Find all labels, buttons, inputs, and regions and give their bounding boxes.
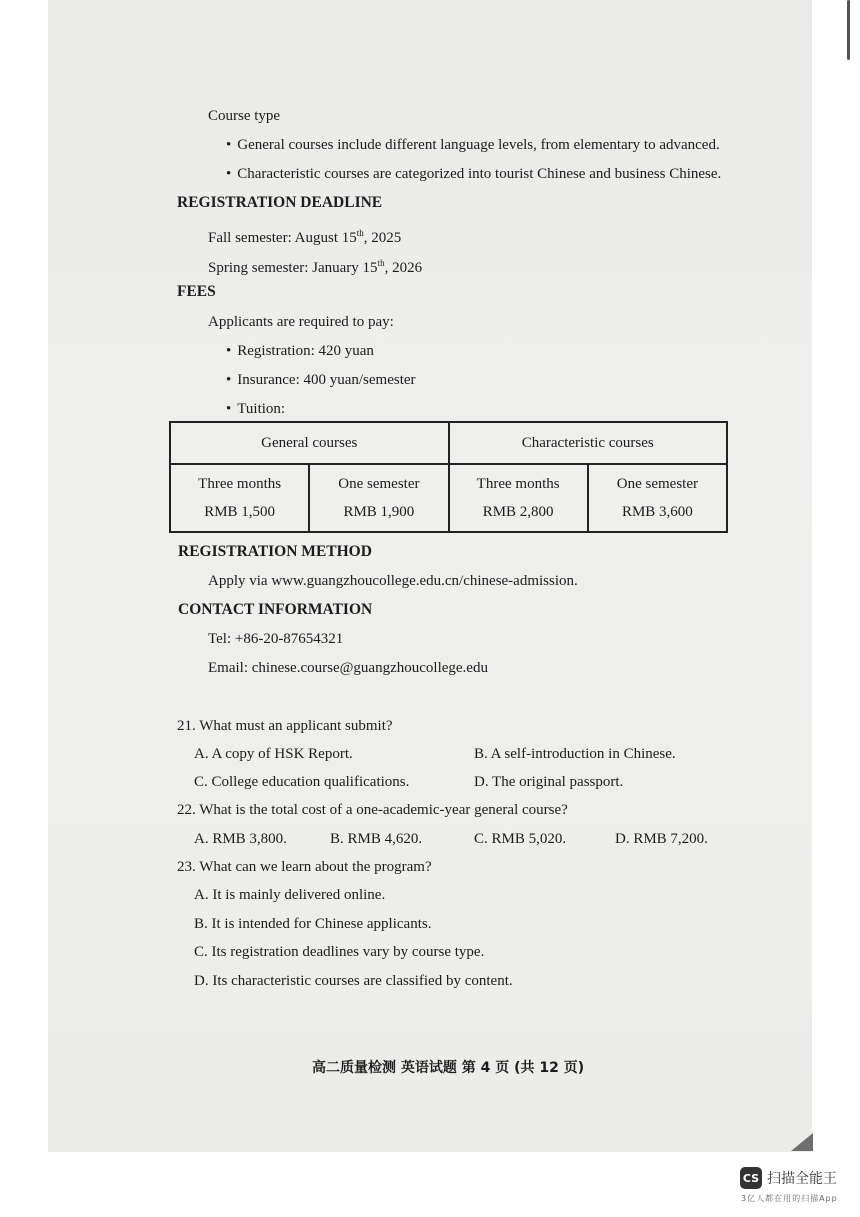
scanner-logo [740,1167,837,1189]
question-21-option-c: C. College education qualifications. [194,774,410,790]
scanner-app-name: 扫描全能王 [767,1171,837,1187]
question-23-stem: 23. What can we learn about the program? [177,859,432,875]
question-22-stem: 22. What is the total cost of a one-academic-year general course? [177,802,568,818]
price-value: RMB 3,600 [621,504,693,520]
method-text: Apply via www.guangzhoucollege.edu.cn/chinese-admission. [208,573,578,589]
fall-deadline: Fall semester: August 15th, 2025 [208,228,402,246]
question-22-option-a: A. RMB 3,800. [194,831,287,847]
question-22-option-b: B. RMB 4,620. [330,831,423,847]
characteristic-courses-header: Characteristic courses [449,422,728,464]
table-cell [449,464,588,532]
scanner-tagline: 3亿人都在用的扫描App [741,1194,838,1203]
fees-intro: Applicants are required to pay: [208,314,394,330]
course-type-bullet-2: • Characteristic courses are categorized into tourist Chinese and business Chinese. [226,165,721,183]
method-heading: REGISTRATION METHOD [178,543,372,560]
page-footer: 高二质量检测 英语试题 第 4 页 (共 12 页) [312,1060,585,1076]
question-23-option-a: A. It is mainly delivered online. [194,887,386,903]
question-21-stem: 21. What must an applicant submit? [177,718,393,734]
table-cell [588,464,727,532]
deadline-heading: REGISTRATION DEADLINE [177,194,383,211]
question-23-option-d: D. Its characteristic courses are classified by content. [194,973,513,989]
general-courses-header: General courses [170,422,449,464]
tuition-table [169,421,728,533]
question-23-option-b: B. It is intended for Chinese applicants. [194,916,432,932]
contact-tel: Tel: +86-20-87654321 [208,631,344,647]
price-value: RMB 1,500 [204,504,276,520]
table-cell [170,464,309,532]
period-label: One semester [338,476,420,492]
course-type-bullet-1: • General courses include different language levels, from elementary to advanced. [226,136,720,154]
question-21-option-d: D. The original passport. [474,774,624,790]
period-label: Three months [476,476,560,492]
question-23-option-c: C. Its registration deadlines vary by course type. [194,944,485,960]
fee-registration: • Registration: 420 yuan [226,342,374,360]
question-21-option-a: A. A copy of HSK Report. [194,746,353,762]
fee-tuition: • Tuition: [226,400,285,418]
question-22-option-c: C. RMB 5,020. [474,831,567,847]
cs-logo-icon: CS [740,1167,762,1189]
price-value: RMB 1,900 [343,504,415,520]
contact-heading: CONTACT INFORMATION [178,601,373,618]
page-curl-shadow [791,1133,813,1151]
course-type-heading: Course type [208,108,281,124]
fee-insurance: • Insurance: 400 yuan/semester [226,371,416,389]
spring-deadline: Spring semester: January 15th, 2026 [208,258,423,276]
period-label: Three months [198,476,282,492]
paper-edge-mark [847,0,850,60]
price-value: RMB 2,800 [482,504,554,520]
table-cell [309,464,448,532]
question-21-option-b: B. A self-introduction in Chinese. [474,746,676,762]
period-label: One semester [616,476,698,492]
fees-heading: FEES [177,283,216,300]
question-22-option-d: D. RMB 7,200. [615,831,708,847]
contact-email: Email: chinese.course@guangzhoucollege.edu [208,660,488,676]
